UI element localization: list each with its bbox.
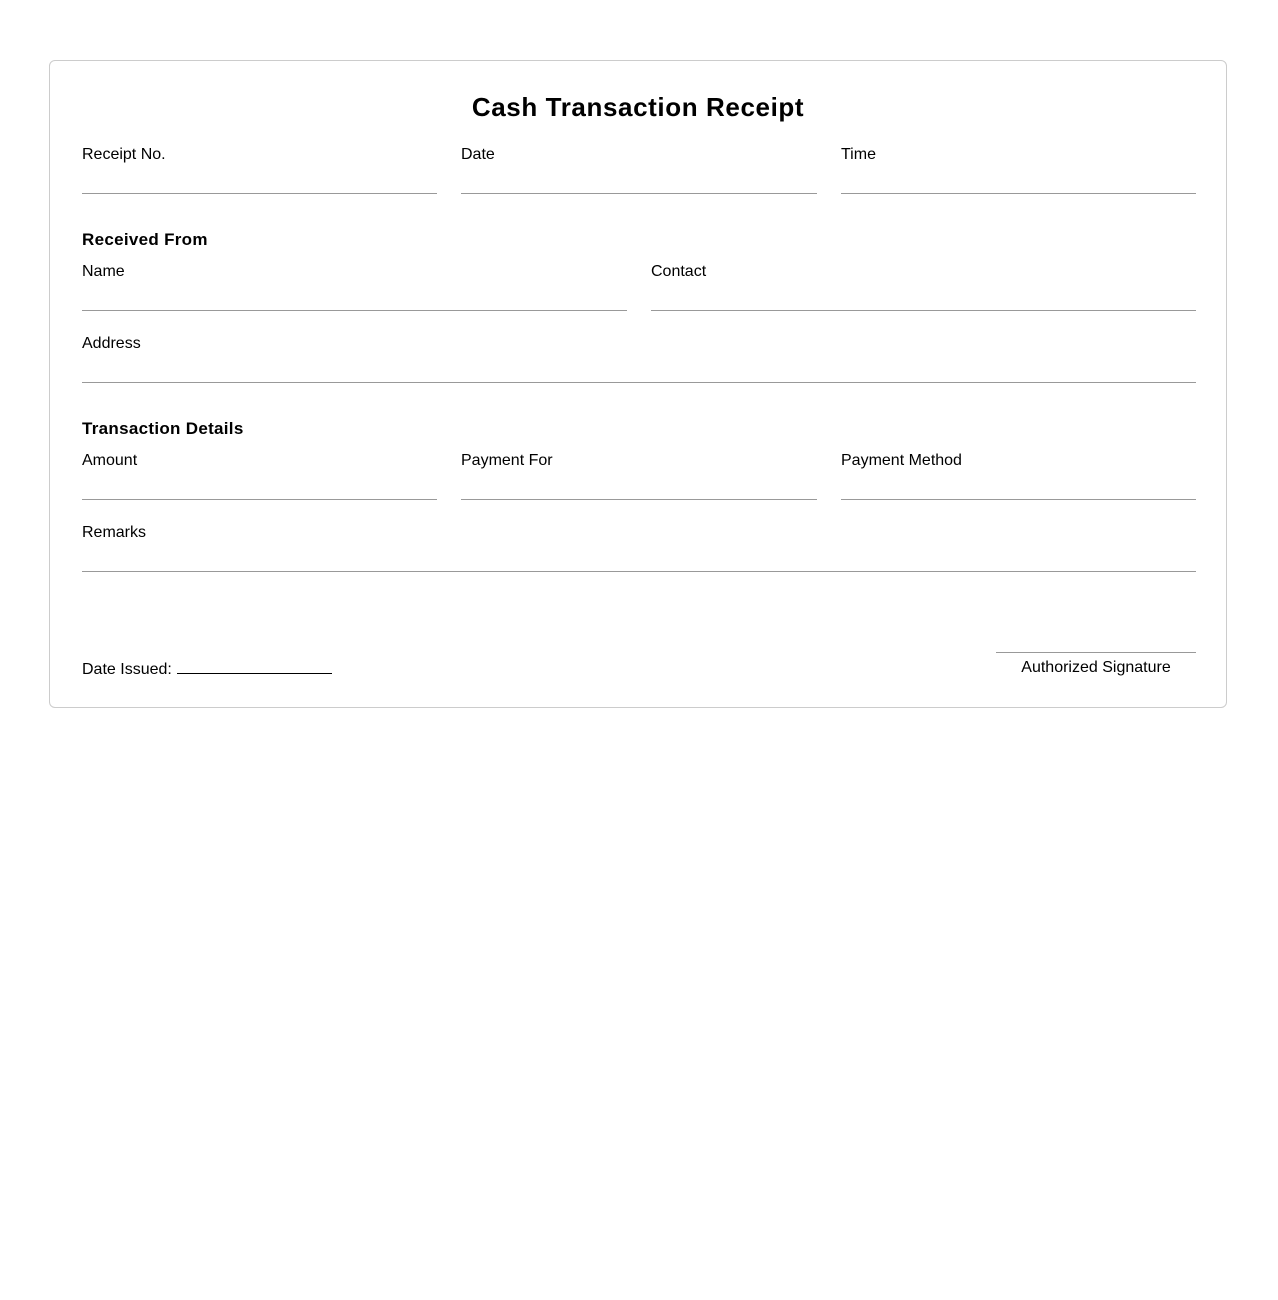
receipt-title: Cash Transaction Receipt (471, 92, 805, 122)
date-issued-blank-line (177, 658, 332, 674)
address-input[interactable] (82, 361, 1196, 383)
name-label: Name (82, 263, 125, 280)
authorized-signature (996, 652, 1196, 677)
date-field (461, 146, 817, 206)
payment-method-label: Payment Method (841, 452, 962, 469)
amount-input[interactable] (82, 478, 437, 500)
date-input[interactable] (461, 172, 817, 194)
remarks-input[interactable] (82, 550, 1196, 572)
name-field (82, 263, 627, 323)
payment-method-input[interactable] (841, 478, 1196, 500)
payment-method-field (841, 452, 1196, 512)
received-from-heading: Received From (82, 230, 208, 249)
remarks-label: Remarks (82, 524, 147, 541)
remarks-field (82, 524, 1196, 584)
payment-for-field (461, 452, 817, 512)
receipt-no-label: Receipt No. (82, 146, 166, 163)
contact-input[interactable] (651, 289, 1196, 311)
date-issued-label: Date Issued: (82, 661, 172, 678)
amount-field (82, 452, 437, 512)
payment-for-input[interactable] (461, 478, 817, 500)
time-field (841, 146, 1196, 206)
amount-label: Amount (82, 452, 138, 469)
receipt-no-input[interactable] (82, 172, 437, 194)
contact-label: Contact (651, 263, 707, 280)
receipt-card (49, 60, 1227, 708)
name-input[interactable] (82, 289, 627, 311)
contact-field (651, 263, 1196, 323)
address-field (82, 335, 1196, 395)
receipt-no-field (82, 146, 437, 206)
transaction-details-heading: Transaction Details (82, 419, 244, 438)
address-label: Address (82, 335, 141, 352)
date-label: Date (461, 146, 495, 163)
date-issued (82, 658, 332, 679)
time-label: Time (841, 146, 876, 163)
time-input[interactable] (841, 172, 1196, 194)
payment-for-label: Payment For (461, 452, 553, 469)
authorized-signature-label: Authorized Signature (1021, 659, 1171, 676)
